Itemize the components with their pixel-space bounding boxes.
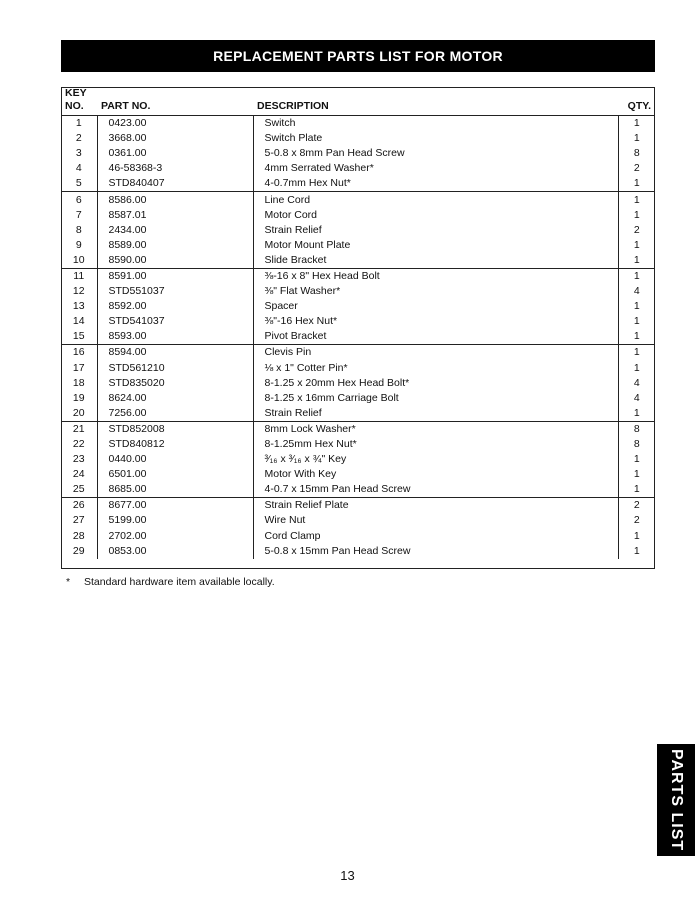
description-cell: ³⁄₁₆ x ³⁄₁₆ x ¾" Key xyxy=(253,452,618,467)
description-cell: Motor Mount Plate xyxy=(253,238,618,253)
key-cell: 3 xyxy=(61,146,97,161)
header-key-no: KEY NO. xyxy=(61,87,97,116)
description-cell: Wire Nut xyxy=(253,513,618,528)
key-cell: 5 xyxy=(61,176,97,192)
description-cell: 8mm Lock Washer* xyxy=(253,421,618,437)
description-cell: Spacer xyxy=(253,299,618,314)
table-row xyxy=(61,176,655,192)
qty-cell: 1 xyxy=(633,361,640,374)
qty-cell: 1 xyxy=(618,329,655,345)
table-row xyxy=(61,406,655,422)
parts-table xyxy=(61,87,655,559)
description-cell: ⅜" Flat Washer* xyxy=(253,284,618,299)
qty-cell: 8 xyxy=(633,147,640,160)
part-no-cell: 46-58368-3 xyxy=(97,161,253,176)
part-no-cell: 8594.00 xyxy=(97,345,253,361)
description-cell: Line Cord xyxy=(253,192,618,208)
description-cell: Strain Relief xyxy=(253,223,618,238)
part-no-cell: 8593.00 xyxy=(97,329,253,345)
part-no-cell: 8677.00 xyxy=(97,498,253,514)
key-cell: 7 xyxy=(61,208,97,223)
key-cell: 2 xyxy=(61,131,97,146)
qty-cell: 1 xyxy=(633,529,640,542)
key-cell: 27 xyxy=(61,513,97,528)
qty-cell: 1 xyxy=(618,176,655,192)
table-row xyxy=(61,208,655,223)
description-cell: ⅜-16 x 8" Hex Head Bolt xyxy=(253,268,618,284)
description-cell: 8-1.25 x 20mm Hex Head Bolt* xyxy=(253,376,618,391)
part-no-cell: 6501.00 xyxy=(97,467,253,482)
qty-cell: 1 xyxy=(633,453,640,466)
description-cell: ⅛ x 1" Cotter Pin* xyxy=(253,361,618,376)
table-row xyxy=(61,361,655,376)
table-row xyxy=(61,376,655,391)
key-cell: 10 xyxy=(61,253,97,269)
part-no-cell: 7256.00 xyxy=(97,406,253,422)
part-no-cell: 0440.00 xyxy=(97,452,253,467)
qty-cell: 1 xyxy=(633,117,640,130)
table-row xyxy=(61,131,655,146)
table-row xyxy=(61,437,655,452)
qty-cell: 2 xyxy=(633,499,640,512)
table-row xyxy=(61,498,655,514)
qty-cell: 1 xyxy=(618,482,655,498)
qty-cell: 1 xyxy=(618,406,655,422)
qty-cell: 1 xyxy=(633,468,640,481)
part-no-cell: 8592.00 xyxy=(97,299,253,314)
description-cell: 8-1.25 x 16mm Carriage Bolt xyxy=(253,391,618,406)
side-tab-parts-list xyxy=(657,744,695,856)
part-no-cell: STD561210 xyxy=(97,361,253,376)
part-no-cell: 8591.00 xyxy=(97,268,253,284)
description-cell: Pivot Bracket xyxy=(253,329,618,345)
table-row xyxy=(61,238,655,253)
qty-cell: 1 xyxy=(618,253,655,269)
part-no-cell: 3668.00 xyxy=(97,131,253,146)
table-row xyxy=(61,268,655,284)
key-cell: 9 xyxy=(61,238,97,253)
description-cell: 4mm Serrated Washer* xyxy=(253,161,618,176)
footnote xyxy=(66,576,275,588)
qty-cell: 4 xyxy=(633,391,640,404)
qty-cell: 8 xyxy=(633,422,640,435)
part-no-cell: STD840407 xyxy=(97,176,253,192)
part-no-cell: STD541037 xyxy=(97,314,253,329)
table-row xyxy=(61,223,655,238)
part-no-cell: 8586.00 xyxy=(97,192,253,208)
key-cell: 15 xyxy=(61,329,97,345)
table-row xyxy=(61,452,655,467)
key-cell: 23 xyxy=(61,452,97,467)
description-cell: Strain Relief Plate xyxy=(253,498,618,514)
side-tab-label: PARTS LIST xyxy=(668,748,685,852)
key-cell: 21 xyxy=(61,421,97,437)
key-cell: 28 xyxy=(61,529,97,544)
page-title xyxy=(61,40,655,72)
part-no-cell: 8587.01 xyxy=(97,208,253,223)
key-cell: 26 xyxy=(61,498,97,514)
page-number: 13 xyxy=(340,868,355,883)
description-cell: 4-0.7 x 15mm Pan Head Screw xyxy=(253,482,618,498)
part-no-cell: 8589.00 xyxy=(97,238,253,253)
qty-cell: 2 xyxy=(633,223,640,236)
part-no-cell: 8590.00 xyxy=(97,253,253,269)
table-row xyxy=(61,146,655,161)
key-cell: 12 xyxy=(61,284,97,299)
table-row xyxy=(61,513,655,528)
description-cell: 8-1.25mm Hex Nut* xyxy=(253,437,618,452)
qty-cell: 2 xyxy=(633,162,640,175)
table-row xyxy=(61,284,655,299)
table-row xyxy=(61,192,655,208)
part-no-cell: 2434.00 xyxy=(97,223,253,238)
qty-cell: 1 xyxy=(633,300,640,313)
page-title-text: REPLACEMENT PARTS LIST FOR MOTOR xyxy=(213,48,503,64)
qty-cell: 4 xyxy=(633,376,640,389)
part-no-cell: 8685.00 xyxy=(97,482,253,498)
qty-cell: 2 xyxy=(633,514,640,527)
table-row xyxy=(61,116,655,132)
table-row xyxy=(61,544,655,559)
key-cell: 17 xyxy=(61,361,97,376)
key-cell: 25 xyxy=(61,482,97,498)
part-no-cell: 0853.00 xyxy=(97,544,253,559)
description-cell: Switch xyxy=(253,116,618,132)
key-cell: 19 xyxy=(61,391,97,406)
part-no-cell: 0423.00 xyxy=(97,116,253,132)
key-cell: 18 xyxy=(61,376,97,391)
header-qty: QTY. xyxy=(618,87,655,116)
table-row xyxy=(61,253,655,269)
table-row xyxy=(61,391,655,406)
part-no-cell: 5199.00 xyxy=(97,513,253,528)
key-cell: 8 xyxy=(61,223,97,238)
table-row xyxy=(61,329,655,345)
header-description: DESCRIPTION xyxy=(253,87,618,116)
description-cell: Cord Clamp xyxy=(253,529,618,544)
description-cell: 4-0.7mm Hex Nut* xyxy=(253,176,618,192)
qty-cell: 1 xyxy=(633,193,640,206)
table-row xyxy=(61,345,655,361)
description-cell: Motor Cord xyxy=(253,208,618,223)
key-cell: 13 xyxy=(61,299,97,314)
parts-table-body xyxy=(61,116,655,559)
footnote-mark: * xyxy=(66,576,71,588)
table-row xyxy=(61,161,655,176)
description-cell: ⅜"-16 Hex Nut* xyxy=(253,314,618,329)
key-cell: 24 xyxy=(61,467,97,482)
qty-cell: 1 xyxy=(633,544,640,557)
header-part-no: PART NO. xyxy=(97,87,253,116)
key-cell: 6 xyxy=(61,192,97,208)
part-no-cell: STD835020 xyxy=(97,376,253,391)
key-cell: 11 xyxy=(61,268,97,284)
table-row xyxy=(61,421,655,437)
table-row xyxy=(61,299,655,314)
description-cell: Switch Plate xyxy=(253,131,618,146)
key-cell: 1 xyxy=(61,116,97,132)
key-cell: 16 xyxy=(61,345,97,361)
qty-cell: 1 xyxy=(633,132,640,145)
description-cell: Motor With Key xyxy=(253,467,618,482)
part-no-cell: STD840812 xyxy=(97,437,253,452)
part-no-cell: STD551037 xyxy=(97,284,253,299)
key-cell: 29 xyxy=(61,544,97,559)
qty-cell: 1 xyxy=(633,346,640,359)
table-row xyxy=(61,482,655,498)
description-cell: 5-0.8 x 8mm Pan Head Screw xyxy=(253,146,618,161)
part-no-cell: 0361.00 xyxy=(97,146,253,161)
qty-cell: 8 xyxy=(633,438,640,451)
qty-cell: 1 xyxy=(633,238,640,251)
description-cell: Slide Bracket xyxy=(253,253,618,269)
qty-cell: 1 xyxy=(633,208,640,221)
key-cell: 20 xyxy=(61,406,97,422)
qty-cell: 1 xyxy=(633,269,640,282)
description-cell: 5-0.8 x 15mm Pan Head Screw xyxy=(253,544,618,559)
key-cell: 14 xyxy=(61,314,97,329)
description-cell: Clevis Pin xyxy=(253,345,618,361)
footnote-text: Standard hardware item available locally. xyxy=(84,576,275,588)
description-cell: Strain Relief xyxy=(253,406,618,422)
table-row xyxy=(61,529,655,544)
key-cell: 22 xyxy=(61,437,97,452)
part-no-cell: 8624.00 xyxy=(97,391,253,406)
part-no-cell: STD852008 xyxy=(97,421,253,437)
table-row xyxy=(61,467,655,482)
part-no-cell: 2702.00 xyxy=(97,529,253,544)
key-cell: 4 xyxy=(61,161,97,176)
table-row xyxy=(61,314,655,329)
table-header-row xyxy=(61,87,655,116)
qty-cell: 1 xyxy=(633,315,640,328)
qty-cell: 4 xyxy=(633,285,640,298)
